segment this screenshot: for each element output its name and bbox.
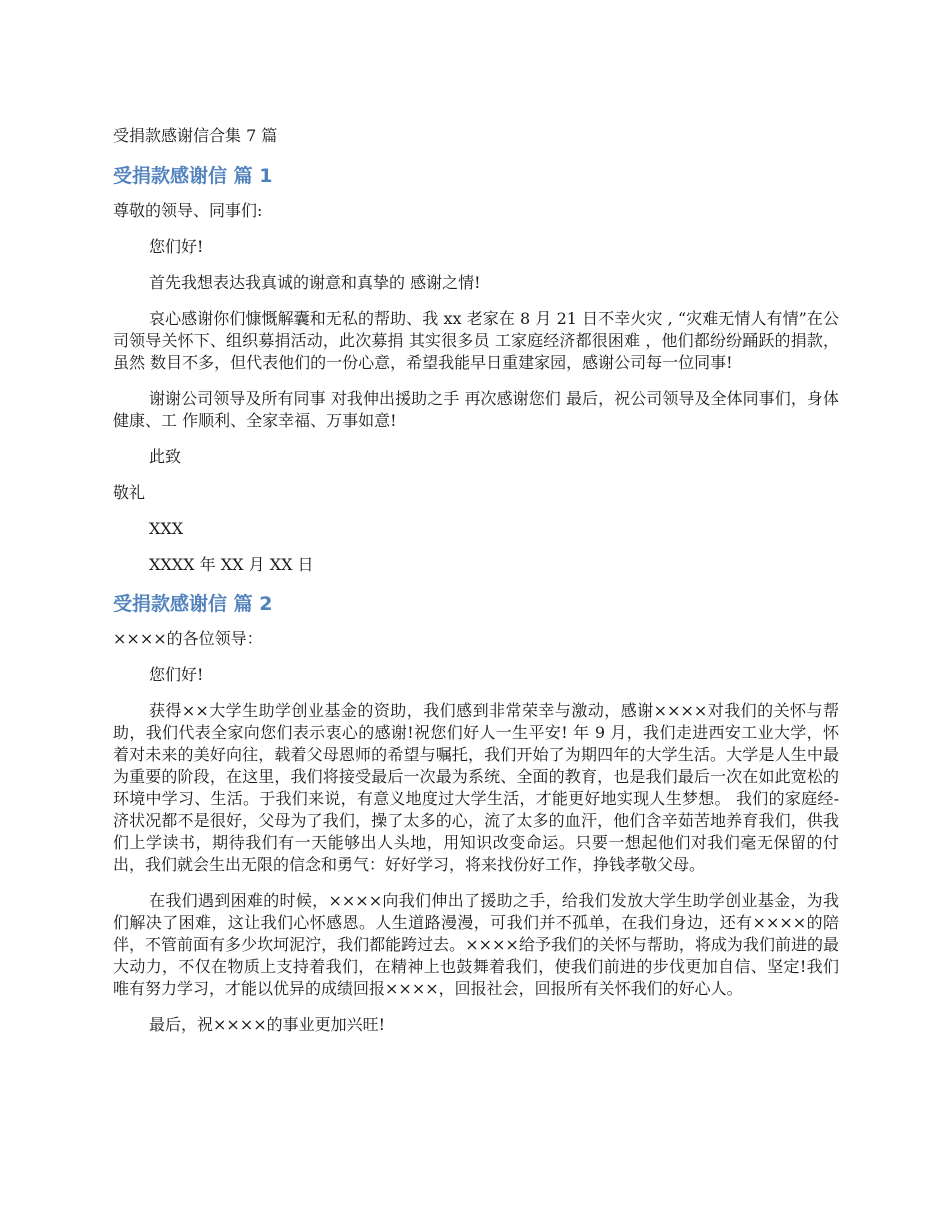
- letter-1-signer: XXX: [149, 519, 184, 538]
- letter-1-heading: 受捐款感谢信 篇 1: [113, 165, 273, 187]
- letter-1-salutation: 尊敬的领导、同事们:: [113, 201, 263, 220]
- letter-2-paragraph: 在我们遇到困难的时候，××××向我们伸出了援助之手，给我们发放大学生助学创业基金，为我们解决了困难，这让我们心怀感恩。人生道路漫漫，可我们并不孤单，在我们身边，还有××××的陪伴，不管前面有多少坎坷泥泞，我们都能跨过去。××××给予我们的关怀与帮助，将成为我们前进的最大动力，不仅在物质上支持着我们，在精神上也鼓舞着我们，使我们前进的步伐更加自信、坚定!我们唯有努力学习，才能以优异的成绩回报××××，回报社会，回报所有关怀我们的好心人。: [113, 891, 839, 998]
- letter-1-closing: 此致: [149, 447, 182, 466]
- letter-1-greeting: 您们好!: [149, 237, 204, 256]
- document-page: [113, 124, 839, 1050]
- document-title: 受捐款感谢信合集 7 篇: [113, 126, 278, 145]
- letter-2-heading: 受捐款感谢信 篇 2: [113, 593, 273, 615]
- letter-1-paragraph: 哀心感谢你们慷慨解囊和无私的帮助、我 xx 老家在 8 月 21 日不幸火灾 , “灾难无情人有情”在公 司领导关怀下、组织募捐活动，此次募捐 其实很多员 工家庭经济都很困难 ，他们都纷纷踊跃的捐款，虽然 数目不多，但代表他们的一份心意，希望我能早日重建家园，感谢公司每一位同事!: [113, 309, 839, 372]
- letter-2-paragraph: 获得××大学生助学创业基金的资助，我们感到非常荣幸与激动，感谢××××对我们的关怀与帮助，我们代表全家向您们表示衷心的感谢!祝您们好人一生平安! 年 9 月，我们走进西安工业大学，怀着对未来的美好向往，载着父母恩师的希望与嘱托，我们开始了为期四年的大学生活。大学是人生中最为重要的阶段，在这里，我们将接受最后一次最为系统、全面的教育，也是我们最后一次在如此宽松的环境中学习、生活。于我们来说，有意义地度过大学生活，才能更好地实现人生梦想。 我们的家庭经-济状况都不是很好，父母为了我们，操了太多的心，流了太多的血汗，他们含辛茹苦地养育我们，供我们上学读书，期待我们有一天能够出人头地，用知识改变命运。只要一想起他们对我们毫无保留的付出，我们就会生出无限的信念和勇气：好好学习，将来找份好工作，挣钱孝敬父母。: [113, 701, 839, 874]
- letter-1: [113, 162, 839, 576]
- letter-1-paragraph: 谢谢公司领导及所有同事 对我伸出援助之手 再次感谢您们 最后，祝公司领导及全体同事们，身体健康、工 作顺利、全家幸福、万事如意!: [113, 389, 839, 430]
- letter-2-greeting: 您们好!: [149, 665, 204, 684]
- letter-1-date: XXXX 年 XX 月 XX 日: [149, 555, 314, 574]
- letter-2-paragraph: 最后，祝××××的事业更加兴旺!: [149, 1015, 386, 1034]
- letter-1-regards: 敬礼: [113, 483, 146, 502]
- letter-2: [113, 590, 839, 1036]
- letter-2-salutation: ××××的各位领导：: [113, 629, 263, 648]
- letter-1-paragraph: 首先我想表达我真诚的谢意和真挚的 感谢之情!: [149, 273, 481, 292]
